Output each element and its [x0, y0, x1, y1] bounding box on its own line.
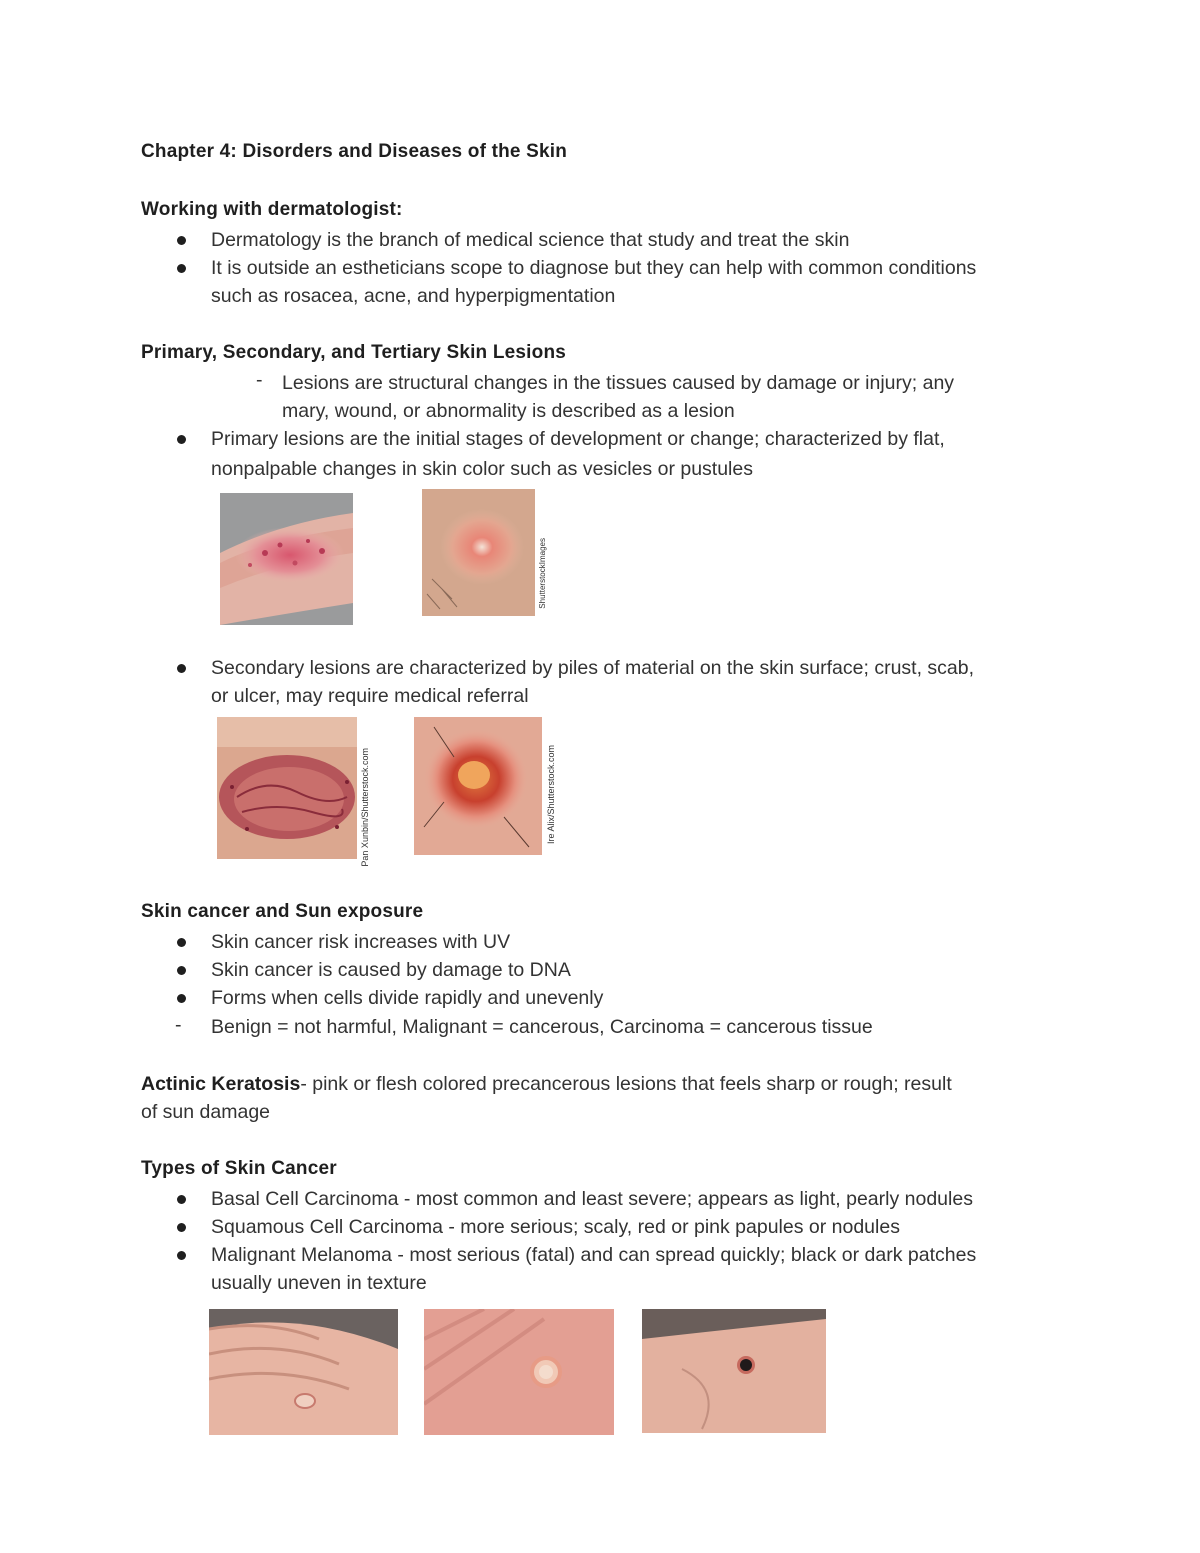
section-heading-skin-cancer-types: Types of Skin Cancer [141, 1158, 337, 1179]
bullet-text: Primary lesions are the initial stages of development or change; characterized by flat, [211, 428, 945, 450]
page-title: Chapter 4: Disorders and Diseases of the Skin [141, 141, 568, 162]
bullet-text: Secondary lesions are characterized by piles of material on the skin surface; crust, scab, [211, 657, 975, 679]
bullet-text-continuation: usually uneven in texture [211, 1272, 427, 1294]
bullet-icon [177, 1223, 186, 1232]
bullet-text-continuation: or ulcer, may require medical referral [211, 685, 529, 707]
actinic-keratosis-paragraph [141, 1070, 952, 1098]
bullet-icon [177, 938, 186, 947]
bullet-icon [177, 1251, 186, 1260]
dash-text: Lesions are structural changes in the tissues caused by damage or injury; any [282, 372, 955, 394]
actinic-keratosis-term: Actinic Keratosis [141, 1073, 301, 1095]
bullet-icon [177, 664, 186, 673]
primary-lesion-photo-pustule [422, 489, 535, 616]
malignant-melanoma-photo [642, 1309, 826, 1433]
actinic-keratosis-text: - pink or flesh colored precancerous lesions that feels sharp or rough; result [300, 1073, 952, 1095]
dash-text: Benign = not harmful, Malignant = cancerous, Carcinoma = cancerous tissue [211, 1016, 873, 1038]
squamous-cell-carcinoma-photo [424, 1309, 614, 1435]
actinic-keratosis-continuation: of sun damage [141, 1101, 271, 1123]
bullet-text: It is outside an estheticians scope to diagnose but they can help with common conditions [211, 257, 977, 279]
bullet-text: Malignant Melanoma - most serious (fatal) and can spread quickly; black or dark patches [211, 1244, 977, 1266]
bullet-icon [177, 994, 186, 1003]
section-heading-dermatologist: Working with dermatologist: [141, 199, 403, 220]
primary-lesion-photo-rash [220, 493, 353, 625]
photo-credit: ShutterstockImages [538, 538, 547, 609]
bullet-text: Forms when cells divide rapidly and unevenly [211, 987, 604, 1009]
bullet-icon [177, 264, 186, 273]
bullet-text: Skin cancer is caused by damage to DNA [211, 959, 571, 981]
photo-credit: Pan Xunbin/Shutterstock.com [360, 748, 370, 867]
dash-marker: - [256, 369, 263, 391]
bullet-text-continuation: nonpalpable changes in skin color such as vesicles or pustules [211, 458, 753, 480]
section-heading-sun-exposure: Skin cancer and Sun exposure [141, 901, 424, 922]
bullet-text: Squamous Cell Carcinoma - more serious; scaly, red or pink papules or nodules [211, 1216, 900, 1238]
bullet-icon [177, 236, 186, 245]
bullet-icon [177, 435, 186, 444]
secondary-lesion-photo-crust [217, 717, 357, 859]
bullet-text: Dermatology is the branch of medical science that study and treat the skin [211, 229, 850, 251]
bullet-icon [177, 966, 186, 975]
bullet-text: Skin cancer risk increases with UV [211, 931, 511, 953]
bullet-icon [177, 1195, 186, 1204]
dash-marker: - [175, 1014, 182, 1036]
section-heading-lesions: Primary, Secondary, and Tertiary Skin Lesions [141, 342, 567, 363]
basal-cell-carcinoma-photo [209, 1309, 398, 1435]
bullet-text-continuation: such as rosacea, acne, and hyperpigmentation [211, 285, 616, 307]
dash-text-continuation: mary, wound, or abnormality is described as a lesion [282, 400, 735, 422]
photo-credit: Ire Alix/Shutterstock.com [546, 745, 556, 845]
bullet-text: Basal Cell Carcinoma - most common and least severe; appears as light, pearly nodules [211, 1188, 973, 1210]
secondary-lesion-photo-ulcer [414, 717, 542, 855]
